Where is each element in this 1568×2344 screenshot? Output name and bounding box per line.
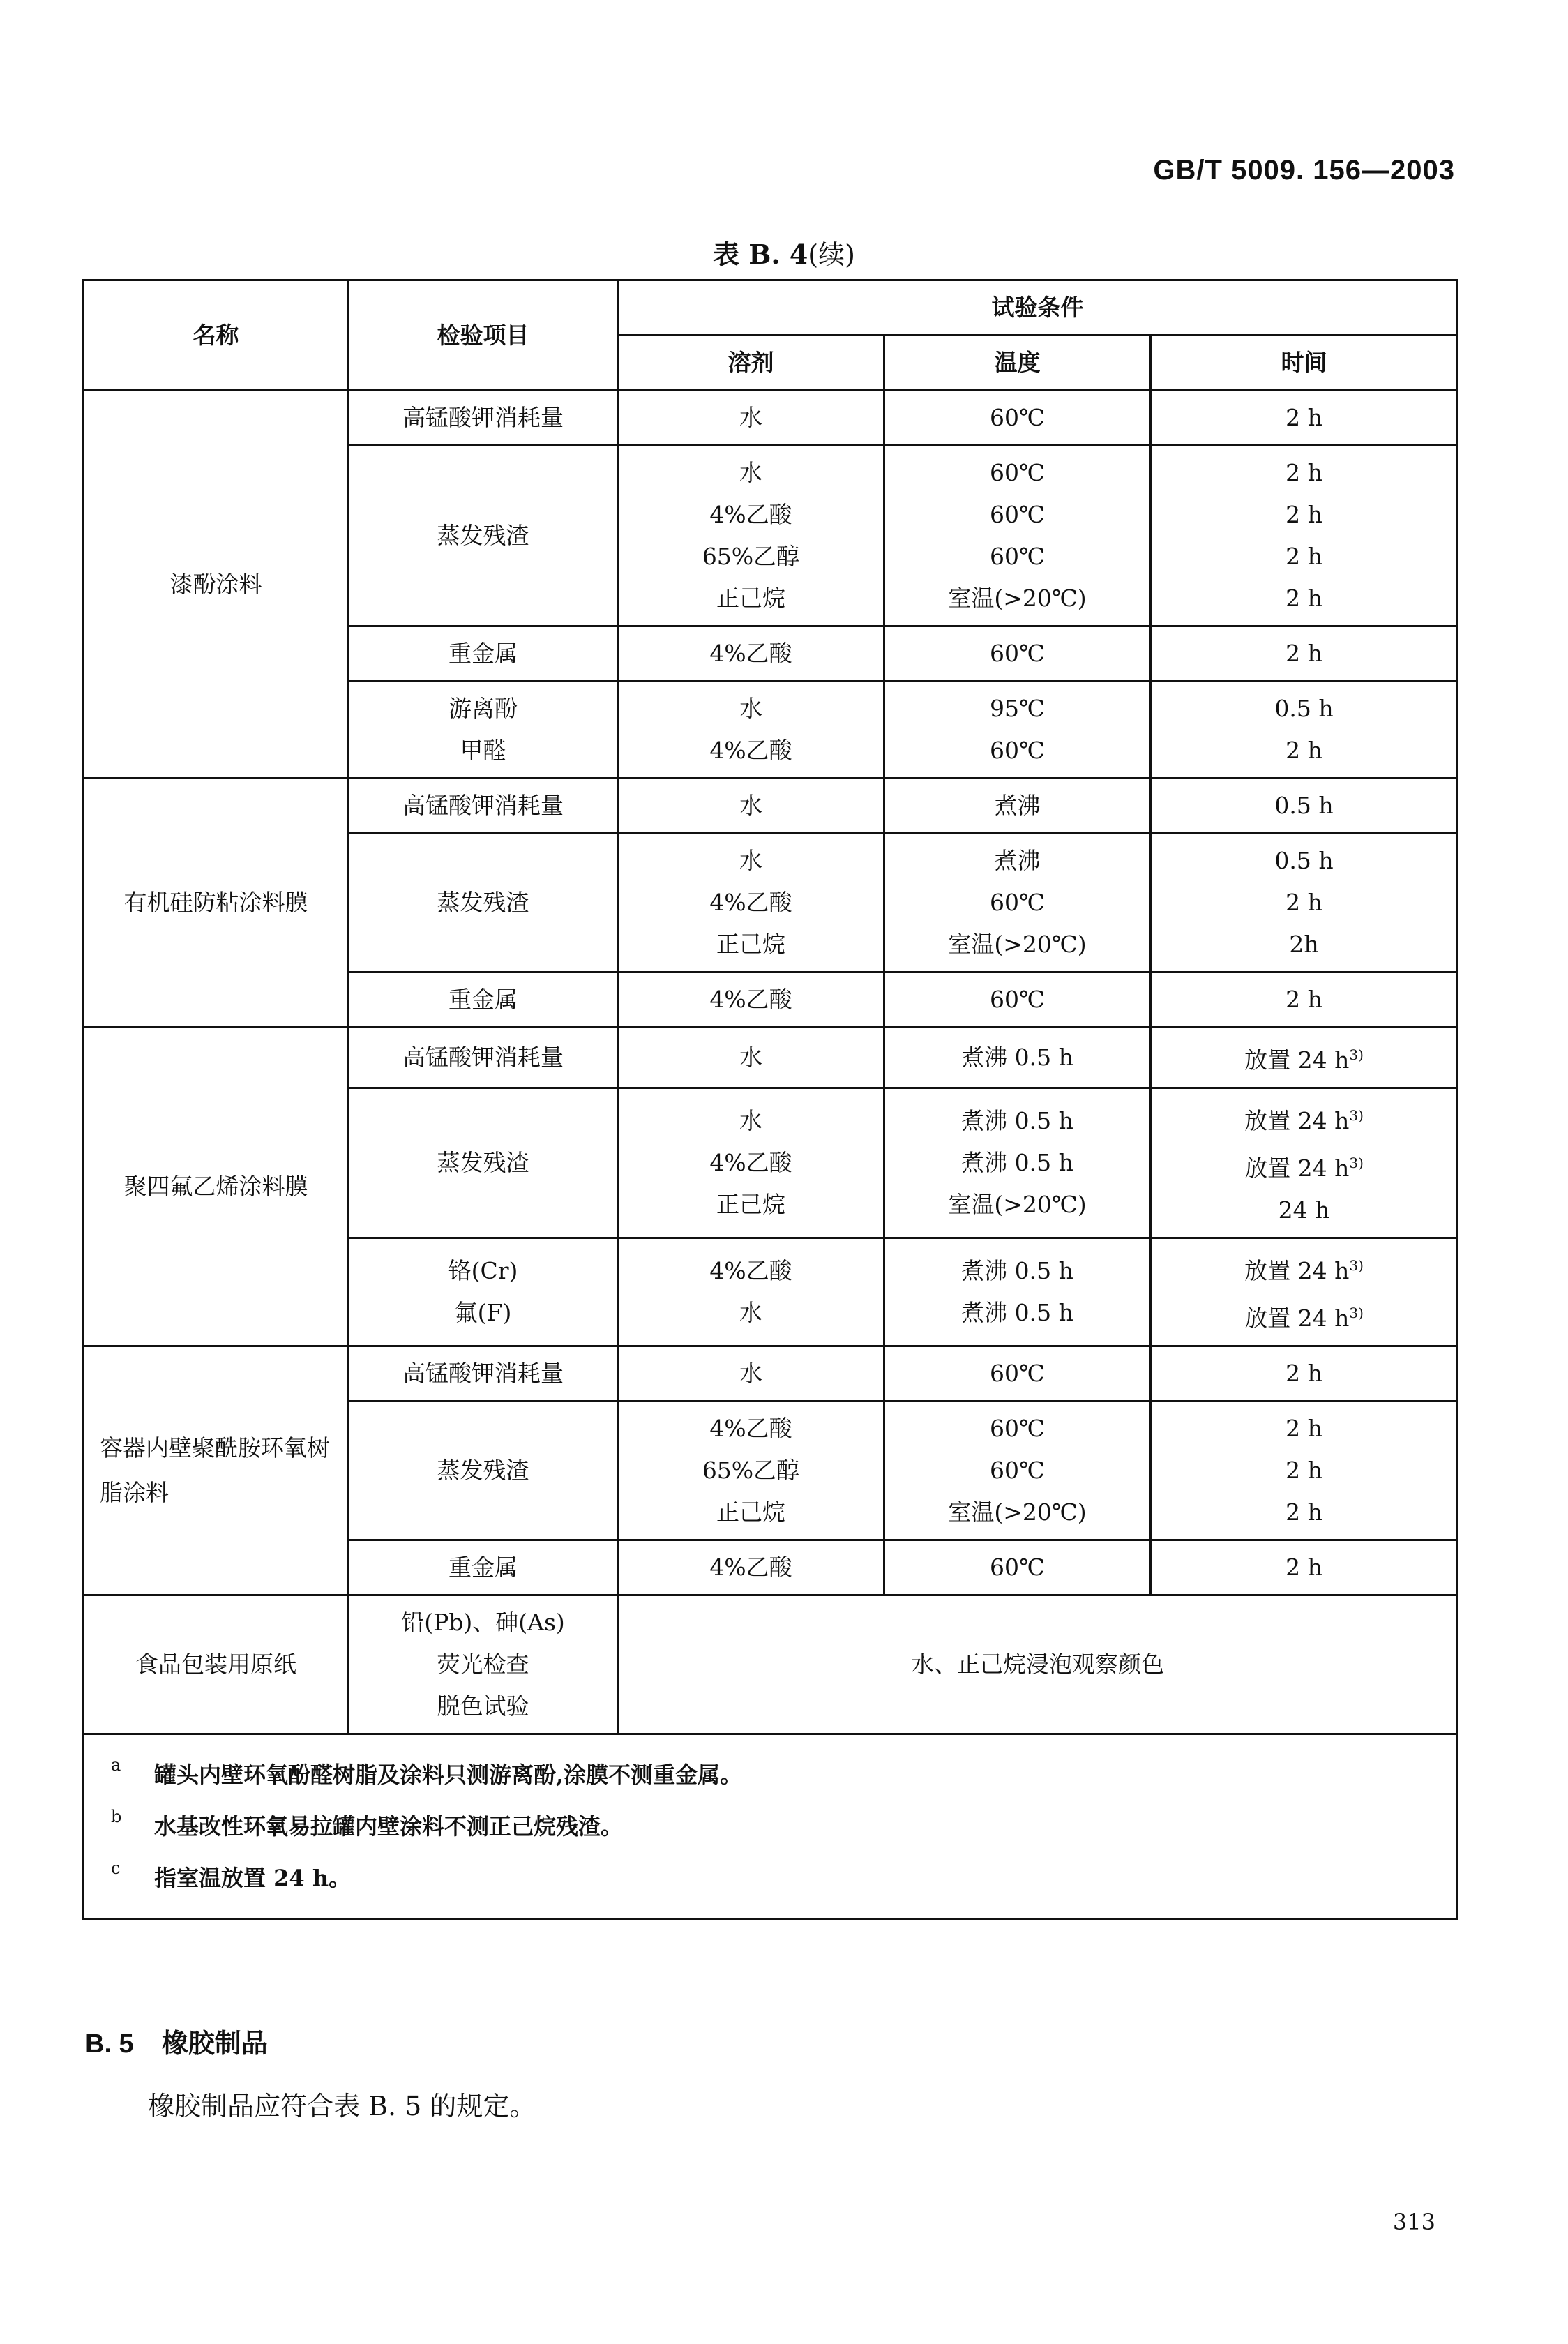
test-item-text: 蒸发残渣 <box>437 522 529 549</box>
time-line <box>1156 1353 1452 1395</box>
time-line <box>1156 536 1452 578</box>
temperature-line <box>889 1547 1145 1588</box>
temperature-line <box>889 1408 1145 1450</box>
note-mark-c: c <box>111 1858 121 1878</box>
time <box>1151 834 1458 972</box>
time-text: 0.5 h <box>1274 792 1334 819</box>
test-item-text: 高锰酸钾消耗量 <box>402 792 564 819</box>
time-line <box>1156 1245 1452 1292</box>
temperature-line <box>889 1492 1145 1533</box>
time-text: 放置 24 h <box>1244 1257 1350 1284</box>
time <box>1151 446 1458 626</box>
solvent-text: 4%乙酸 <box>709 1554 792 1581</box>
temperature <box>884 1028 1151 1088</box>
test-item-line <box>354 515 612 557</box>
temperature-text: 60℃ <box>990 1554 1045 1581</box>
time-text: 0.5 h <box>1274 695 1334 722</box>
time-line <box>1156 1189 1452 1231</box>
note-b <box>111 1801 1456 1852</box>
solvent <box>618 1346 884 1402</box>
solvent-line <box>623 452 879 494</box>
test-item-text: 高锰酸钾消耗量 <box>402 1044 564 1071</box>
test-item <box>349 626 618 682</box>
note-text-a: 罐头内壁环氧酚醛树脂及涂料只测游离酚,涂膜不测重金属。 <box>154 1761 743 1788</box>
table-row <box>84 1028 1458 1088</box>
material-name: 漆酚涂料 <box>84 391 349 779</box>
solvent <box>618 391 884 446</box>
temperature-text: 60℃ <box>990 640 1045 667</box>
solvent-text: 正己烷 <box>716 1498 785 1526</box>
temperature <box>884 779 1151 834</box>
temperature-text: 室温(>20℃) <box>948 931 1087 958</box>
time <box>1151 391 1458 446</box>
test-item-text: 铅(Pb)、砷(As) <box>401 1609 565 1636</box>
test-item <box>349 1088 618 1238</box>
temperature-line <box>889 494 1145 536</box>
header-conditions: 试验条件 <box>618 280 1458 336</box>
temperature <box>884 446 1151 626</box>
temperature-line <box>889 1184 1145 1226</box>
time <box>1151 626 1458 682</box>
test-item-line <box>354 633 612 675</box>
time-text: 2 h <box>1286 459 1322 486</box>
time-line <box>1156 840 1452 882</box>
note-text-b: 水基改性环氧易拉罐内壁涂料不测正己烷残渣。 <box>154 1813 624 1840</box>
footnote-ref: 3) <box>1349 1257 1364 1274</box>
time-line <box>1156 1095 1452 1142</box>
time-line <box>1156 494 1452 536</box>
test-item-text: 蒸发残渣 <box>437 1149 529 1176</box>
temperature-line <box>889 1037 1145 1079</box>
temperature-text: 煮沸 0.5 h <box>961 1299 1073 1326</box>
time-line <box>1156 1292 1452 1339</box>
time-line <box>1156 882 1452 924</box>
test-item-text: 重金属 <box>448 986 518 1013</box>
test-item-line <box>354 1142 612 1184</box>
temperature-text: 煮沸 <box>994 847 1041 874</box>
solvent-text: 正己烷 <box>716 585 785 612</box>
solvent-line <box>623 1142 879 1184</box>
test-item <box>349 682 618 779</box>
solvent <box>618 834 884 972</box>
temperature-text: 煮沸 0.5 h <box>961 1257 1073 1284</box>
time-text: 放置 24 h <box>1244 1155 1350 1182</box>
standard-code: GB/T 5009. 156—2003 <box>1153 155 1455 186</box>
time-line <box>1156 785 1452 827</box>
temperature-text: 60℃ <box>990 543 1045 570</box>
solvent-line <box>623 1547 879 1588</box>
time-text: 2 h <box>1286 889 1322 916</box>
solvent-line <box>623 1450 879 1492</box>
section-heading <box>85 2022 268 2060</box>
test-item <box>349 1540 618 1595</box>
table-row <box>84 1346 1458 1402</box>
test-item-line <box>354 882 612 924</box>
test-item-line <box>354 1037 612 1079</box>
note-c <box>111 1852 1456 1904</box>
table-title <box>0 233 1568 271</box>
time-text: 2 h <box>1286 1554 1322 1581</box>
time-text: 2 h <box>1286 1457 1322 1484</box>
solvent-line <box>623 578 879 619</box>
solvent <box>618 1028 884 1088</box>
time-text: 2 h <box>1286 543 1322 570</box>
solvent-text: 4%乙酸 <box>709 737 792 764</box>
test-item-text: 氟(F) <box>454 1299 512 1326</box>
solvent-text: 水 <box>739 1044 762 1071</box>
temperature <box>884 682 1151 779</box>
test-item-line <box>354 1602 612 1644</box>
temperature-line <box>889 1250 1145 1292</box>
time-text: 放置 24 h <box>1244 1046 1350 1074</box>
solvent-text: 65%乙醇 <box>702 1457 800 1484</box>
temperature <box>884 1540 1151 1595</box>
solvent-text: 4%乙酸 <box>709 1149 792 1176</box>
table-notes <box>84 1734 1458 1919</box>
temperature-text: 煮沸 <box>994 792 1041 819</box>
time <box>1151 972 1458 1028</box>
temperature-text: 95℃ <box>990 695 1045 722</box>
temperature-text: 煮沸 0.5 h <box>961 1107 1073 1134</box>
footnote-ref: 3) <box>1349 1155 1364 1171</box>
temperature <box>884 1238 1151 1346</box>
solvent-line <box>623 494 879 536</box>
temperature-line <box>889 882 1145 924</box>
solvent-line <box>623 979 879 1021</box>
temperature-text: 煮沸 0.5 h <box>961 1149 1073 1176</box>
temperature-text: 60℃ <box>990 889 1045 916</box>
time-line <box>1156 452 1452 494</box>
time-text: 2 h <box>1286 737 1322 764</box>
time <box>1151 1088 1458 1238</box>
section-number: B. 5 <box>85 2029 134 2059</box>
solvent-text: 4%乙酸 <box>709 1257 792 1284</box>
test-item-text: 蒸发残渣 <box>437 889 529 916</box>
material-name: 有机硅防粘涂料膜 <box>84 779 349 1028</box>
solvent <box>618 779 884 834</box>
test-item <box>349 779 618 834</box>
test-item <box>349 972 618 1028</box>
note-a <box>111 1749 1456 1801</box>
time-line <box>1156 1492 1452 1533</box>
time-line <box>1156 1408 1452 1450</box>
test-item-text: 重金属 <box>448 640 518 667</box>
table-title-suffix: (续) <box>808 239 855 270</box>
temperature-line <box>889 1100 1145 1142</box>
note-mark-b: b <box>111 1807 122 1826</box>
notes-row <box>84 1734 1458 1919</box>
temperature <box>884 834 1151 972</box>
test-item-text: 甲醛 <box>460 737 506 764</box>
temperature <box>884 626 1151 682</box>
solvent-line <box>623 840 879 882</box>
solvent-line <box>623 924 879 966</box>
temperature-line <box>889 397 1145 439</box>
temperature-line <box>889 924 1145 966</box>
temperature-line <box>889 1292 1145 1334</box>
page-number: 313 <box>1392 2209 1435 2235</box>
time-text: 2 h <box>1286 404 1322 431</box>
solvent-line <box>623 1292 879 1334</box>
header-row-1 <box>84 280 1458 336</box>
time <box>1151 1402 1458 1540</box>
solvent <box>618 446 884 626</box>
solvent-line <box>623 1492 879 1533</box>
time-text: 2 h <box>1286 585 1322 612</box>
time-line <box>1156 1450 1452 1492</box>
header-solvent: 溶剂 <box>618 336 884 391</box>
solvent-line <box>623 1100 879 1142</box>
solvent <box>618 682 884 779</box>
solvent-text: 水 <box>739 1107 762 1134</box>
temperature-text: 60℃ <box>990 404 1045 431</box>
time-text: 0.5 h <box>1274 847 1334 874</box>
time-line <box>1156 633 1452 675</box>
solvent-line <box>623 1408 879 1450</box>
test-item <box>349 1402 618 1540</box>
solvent-text: 4%乙酸 <box>709 986 792 1013</box>
table-row <box>84 779 1458 834</box>
time-text: 2h <box>1289 931 1319 958</box>
temperature-text: 60℃ <box>990 737 1045 764</box>
time-text: 2 h <box>1286 1498 1322 1526</box>
time-line <box>1156 688 1452 730</box>
solvent-line <box>623 882 879 924</box>
solvent-line <box>623 688 879 730</box>
time-line <box>1156 1142 1452 1189</box>
test-item-line <box>354 979 612 1021</box>
solvent-line <box>623 1037 879 1079</box>
time-text: 放置 24 h <box>1244 1107 1350 1134</box>
material-name: 容器内壁聚酰胺环氧树脂涂料 <box>84 1346 349 1595</box>
test-conditions-table <box>82 279 1458 1920</box>
test-item-line <box>354 1547 612 1588</box>
temperature-text: 煮沸 0.5 h <box>961 1044 1073 1071</box>
test-item-text: 游离酚 <box>448 695 518 722</box>
temperature-text: 60℃ <box>990 1457 1045 1484</box>
temperature-line <box>889 1450 1145 1492</box>
footnote-ref: 3) <box>1349 1046 1364 1063</box>
solvent-text: 4%乙酸 <box>709 501 792 528</box>
time <box>1151 1238 1458 1346</box>
test-item-text: 重金属 <box>448 1554 518 1581</box>
time-text: 2 h <box>1286 1415 1322 1442</box>
time-text: 2 h <box>1286 640 1322 667</box>
table-row <box>84 1595 1458 1734</box>
note-mark-a: a <box>111 1755 121 1775</box>
body-paragraph: 橡胶制品应符合表 B. 5 的规定。 <box>148 2091 536 2121</box>
solvent-text: 水 <box>739 1360 762 1387</box>
test-item-text: 铬(Cr) <box>448 1257 518 1284</box>
table-body <box>84 391 1458 1734</box>
test-item-text: 荧光检查 <box>437 1651 529 1678</box>
time-line <box>1156 924 1452 966</box>
time-line <box>1156 1547 1452 1588</box>
solvent-text: 65%乙醇 <box>702 543 800 570</box>
solvent <box>618 972 884 1028</box>
test-item <box>349 1238 618 1346</box>
test-item-text: 高锰酸钾消耗量 <box>402 404 564 431</box>
temperature-line <box>889 840 1145 882</box>
solvent <box>618 1540 884 1595</box>
temperature-text: 60℃ <box>990 1415 1045 1442</box>
header-time: 时间 <box>1151 336 1458 391</box>
temperature-line <box>889 536 1145 578</box>
solvent-line <box>623 730 879 772</box>
test-item <box>349 1028 618 1088</box>
footnote-ref: 3) <box>1349 1107 1364 1124</box>
solvent <box>618 626 884 682</box>
temperature-line <box>889 785 1145 827</box>
solvent <box>618 1402 884 1540</box>
table-row <box>84 391 1458 446</box>
solvent-text: 4%乙酸 <box>709 1415 792 1442</box>
temperature-text: 60℃ <box>990 501 1045 528</box>
test-item <box>349 446 618 626</box>
temperature <box>884 1402 1151 1540</box>
temperature <box>884 391 1151 446</box>
time-line <box>1156 1034 1452 1081</box>
temperature-text: 室温(>20℃) <box>948 1191 1087 1218</box>
test-item-line <box>354 785 612 827</box>
test-item-line <box>354 1685 612 1727</box>
solvent-text: 正己烷 <box>716 1191 785 1218</box>
solvent-text: 正己烷 <box>716 931 785 958</box>
time-text: 2 h <box>1286 986 1322 1013</box>
footnote-ref: 3) <box>1349 1305 1364 1321</box>
test-item-line <box>354 1353 612 1395</box>
time <box>1151 1028 1458 1088</box>
test-item-text: 脱色试验 <box>437 1692 529 1720</box>
solvent-line <box>623 1184 879 1226</box>
time-text: 放置 24 h <box>1244 1305 1350 1332</box>
temperature-line <box>889 730 1145 772</box>
time-line <box>1156 578 1452 619</box>
solvent <box>618 1238 884 1346</box>
temperature <box>884 1346 1151 1402</box>
solvent <box>618 1088 884 1238</box>
time <box>1151 1540 1458 1595</box>
solvent-text: 4%乙酸 <box>709 640 792 667</box>
solvent-line <box>623 536 879 578</box>
solvent-text: 水 <box>739 792 762 819</box>
test-item-text: 蒸发残渣 <box>437 1457 529 1484</box>
temperature-line <box>889 1142 1145 1184</box>
solvent-line <box>623 1353 879 1395</box>
solvent-line <box>623 397 879 439</box>
time-line <box>1156 730 1452 772</box>
note-text-c: 指室温放置 24 h。 <box>154 1865 352 1891</box>
time-line <box>1156 979 1452 1021</box>
time-text: 2 h <box>1286 1360 1322 1387</box>
test-item-line <box>354 1644 612 1685</box>
time-line <box>1156 397 1452 439</box>
test-item <box>349 1346 618 1402</box>
test-item <box>349 834 618 972</box>
solvent-line <box>623 1250 879 1292</box>
test-item <box>349 1595 618 1734</box>
solvent-text: 水 <box>739 459 762 486</box>
temperature-text: 室温(>20℃) <box>948 585 1087 612</box>
temperature-line <box>889 452 1145 494</box>
table-title-main: 表 B. 4 <box>713 239 808 270</box>
solvent-text: 4%乙酸 <box>709 889 792 916</box>
time <box>1151 1346 1458 1402</box>
test-item-line <box>354 1250 612 1292</box>
temperature-line <box>889 688 1145 730</box>
header-name: 名称 <box>84 280 349 391</box>
header-item: 检验项目 <box>349 280 618 391</box>
test-item <box>349 391 618 446</box>
solvent-text: 水 <box>739 1299 762 1326</box>
temperature-text: 60℃ <box>990 1360 1045 1387</box>
solvent-line <box>623 785 879 827</box>
solvent-text: 水 <box>739 847 762 874</box>
merged-condition: 水、正己烷浸泡观察颜色 <box>618 1595 1458 1734</box>
temperature-line <box>889 633 1145 675</box>
temperature-text: 60℃ <box>990 986 1045 1013</box>
solvent-text: 水 <box>739 404 762 431</box>
temperature-line <box>889 979 1145 1021</box>
temperature-text: 60℃ <box>990 459 1045 486</box>
solvent-line <box>623 633 879 675</box>
temperature <box>884 972 1151 1028</box>
section-title: 橡胶制品 <box>161 2029 268 2059</box>
time-text: 2 h <box>1286 501 1322 528</box>
test-item-text: 高锰酸钾消耗量 <box>402 1360 564 1387</box>
material-name: 食品包装用原纸 <box>84 1595 349 1734</box>
temperature-text: 室温(>20℃) <box>948 1498 1087 1526</box>
solvent-text: 水 <box>739 695 762 722</box>
test-item-line <box>354 1450 612 1492</box>
material-name: 聚四氟乙烯涂料膜 <box>84 1028 349 1346</box>
temperature <box>884 1088 1151 1238</box>
time <box>1151 682 1458 779</box>
test-item-line <box>354 1292 612 1334</box>
test-item-line <box>354 730 612 772</box>
time <box>1151 779 1458 834</box>
temperature-line <box>889 1353 1145 1395</box>
time-text: 24 h <box>1278 1196 1330 1224</box>
test-item-line <box>354 397 612 439</box>
test-item-line <box>354 688 612 730</box>
header-temperature: 温度 <box>884 336 1151 391</box>
temperature-line <box>889 578 1145 619</box>
